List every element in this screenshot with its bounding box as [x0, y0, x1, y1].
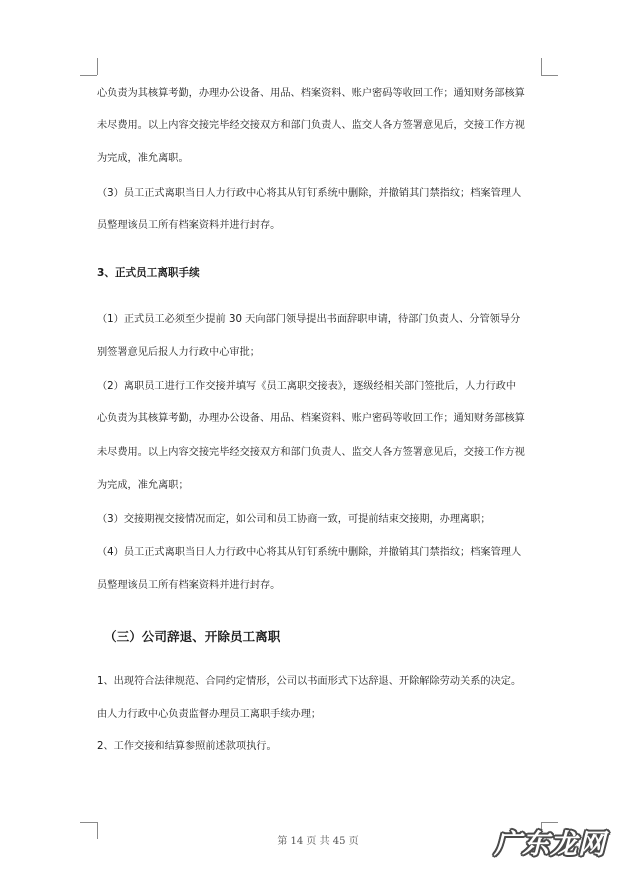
- paragraph-line: （3）员工正式离职当日人力行政中心将其从钉钉系统中删除，并撤销其门禁指纹；档案管理人: [97, 188, 522, 199]
- paragraph-line: 员整理该员工所有档案资料并进行封存。: [97, 580, 281, 591]
- paragraph-line: （4）员工正式离职当日人力行政中心将其从钉钉系统中删除，并撤销其门禁指纹；档案管理人: [97, 547, 522, 558]
- page-number: 第 14 页 共 45 页: [277, 836, 359, 847]
- paragraph-line: （3）交接期视交接情况而定，如公司和员工协商一致，可提前结束交接期，办理离职；: [97, 514, 491, 525]
- paragraph-line: 心负责为其核算考勤，办理办公设备、用品、档案资料、账户密码等收回工作；通知财务部核算: [97, 88, 525, 99]
- crop-mark-top-right-h: [541, 75, 558, 76]
- crop-mark-top-left-v: [97, 58, 98, 75]
- section-heading: 3、正式员工离职手续: [97, 267, 200, 279]
- paragraph-line: 为完成，准允离职；: [97, 480, 189, 491]
- paragraph-line: （1）正式员工必须至少提前 30 天向部门领导提出书面辞职申请，待部门负责人、分管领导分: [97, 314, 521, 325]
- section-title: （三）公司辞退、开除员工离职: [104, 629, 281, 644]
- paragraph-line: 未尽费用。以上内容交接完毕经交接双方和部门负责人、监交人各方签署意见后，交接工作方视: [97, 120, 525, 131]
- paragraph-line: 未尽费用。以上内容交接完毕经交接双方和部门负责人、监交人各方签署意见后，交接工作方视: [97, 447, 525, 458]
- crop-mark-bottom-left-h: [80, 822, 97, 823]
- paragraph-line: 由人力行政中心负责监督办理员工离职手续办理；: [97, 709, 322, 720]
- crop-mark-top-left-h: [80, 75, 97, 76]
- paragraph-line: 2、工作交接和结算参照前述款项执行。: [97, 741, 277, 752]
- paragraph-line: 1、出现符合法律规范、合同约定情形，公司以书面形式下达辞退、开除解除劳动关系的决定。: [97, 676, 522, 687]
- paragraph-line: （2）离职员工进行工作交接并填写《员工离职交接表》，逐级经相关部门签批后，人力行政中: [97, 381, 517, 392]
- paragraph-line: 为完成，准允离职。: [97, 153, 189, 164]
- paragraph-line: 心负责为其核算考勤，办理办公设备、用品、档案资料、账户密码等收回工作；通知财务部核算: [97, 413, 525, 424]
- watermark-logo: 广东龙网: [494, 829, 606, 860]
- paragraph-line: 员整理该员工所有档案资料并进行封存。: [97, 220, 281, 231]
- paragraph-line: 别签署意见后报人力行政中心审批；: [97, 347, 260, 358]
- crop-mark-top-right-v: [541, 58, 542, 75]
